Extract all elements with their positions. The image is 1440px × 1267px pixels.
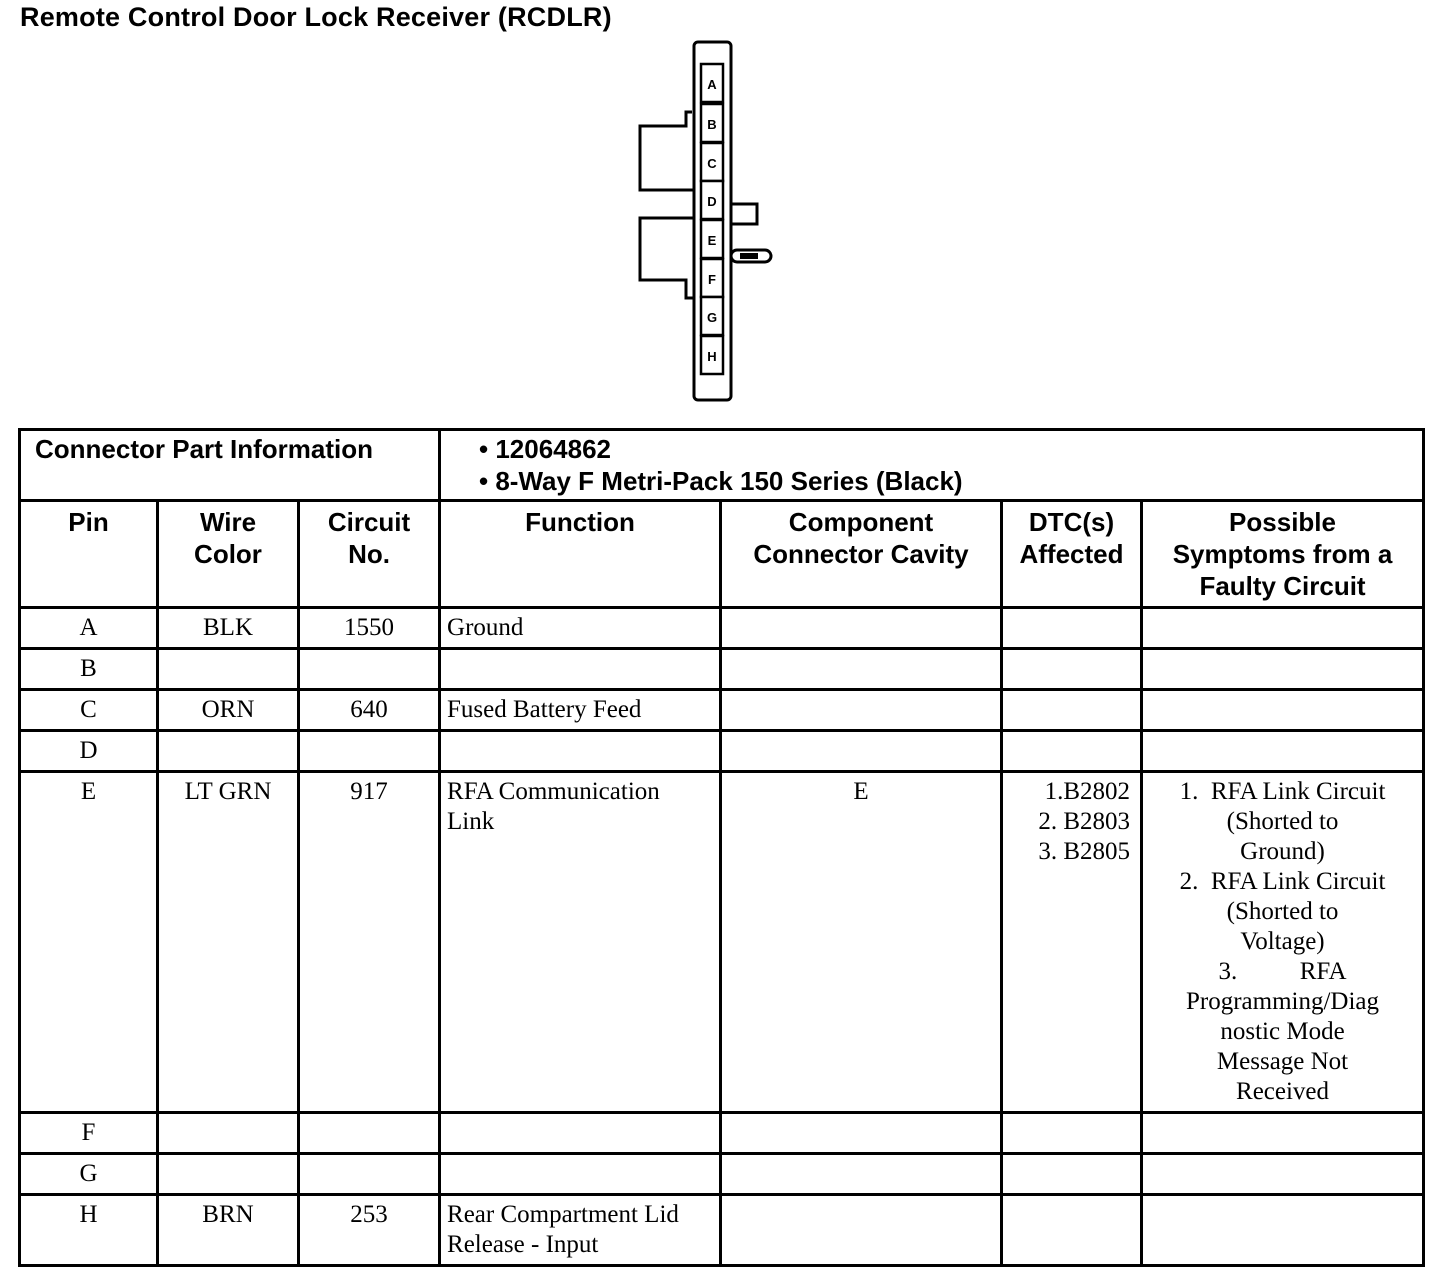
component-cavity-cell: [721, 608, 1002, 649]
circuit-cell: [299, 772, 440, 1113]
component-cavity-cell: [721, 1113, 1002, 1154]
dtc-code: 3. B2805: [1038, 838, 1131, 865]
connector-diagram: [0, 0, 1440, 420]
symptom-line: Programming/Diag: [1186, 988, 1380, 1015]
table-row: [20, 772, 1424, 1113]
table-row: [20, 690, 1424, 731]
connector-cavity-label: A: [707, 77, 717, 92]
function-cell: [440, 1154, 721, 1195]
function-text: Ground: [447, 614, 524, 641]
circuit-cell: [299, 731, 440, 772]
wire-color-value: LT GRN: [184, 778, 272, 805]
dtc-cell: [1002, 1113, 1142, 1154]
function-text: Release - Input: [447, 1231, 599, 1258]
wire-color-cell: [158, 608, 299, 649]
connector-cavity-label: C: [707, 156, 717, 171]
pin-letter: E: [80, 778, 97, 805]
header-circuit-no: Circuit No.: [299, 501, 440, 608]
circuit-number: 253: [350, 1201, 388, 1228]
wire-color-cell: [158, 1154, 299, 1195]
pin-letter: H: [79, 1201, 98, 1228]
connector-cavity-label: E: [707, 233, 717, 248]
symptoms-cell: [1142, 1195, 1424, 1266]
pin-letter: C: [80, 696, 97, 723]
function-text: Link: [447, 808, 495, 835]
symptom-line: 2. RFA Link Circuit: [1179, 868, 1386, 895]
pin-letter: G: [79, 1160, 98, 1187]
pin-letter: F: [81, 1119, 96, 1146]
circuit-cell: [299, 1195, 440, 1266]
circuit-number: 1550: [344, 614, 394, 641]
table-row: [20, 731, 1424, 772]
pin-cell: [20, 1154, 158, 1195]
symptoms-cell: [1142, 649, 1424, 690]
wire-color-value: BRN: [202, 1201, 254, 1228]
connector-latch-upper: [640, 112, 694, 190]
wire-color-value: ORN: [201, 696, 255, 723]
connector-cavity-label: D: [707, 194, 717, 209]
function-cell: [440, 731, 721, 772]
dtc-cell: [1002, 772, 1142, 1113]
circuit-cell: [299, 649, 440, 690]
table-row: [20, 1154, 1424, 1195]
component-cavity-cell: [721, 1195, 1002, 1266]
symptoms-cell: [1142, 731, 1424, 772]
dtc-cell: [1002, 731, 1142, 772]
circuit-cell: [299, 608, 440, 649]
symptom-line: 3. RFA: [1218, 958, 1347, 985]
symptoms-cell: [1142, 1154, 1424, 1195]
symptom-line: (Shorted to: [1226, 898, 1339, 925]
circuit-cell: [299, 1113, 440, 1154]
connector-pin-table: [18, 428, 1425, 1267]
wire-color-cell: [158, 649, 299, 690]
component-cavity-value: E: [853, 778, 869, 805]
header-row: [20, 501, 1424, 608]
header-wire-color: Wire Color: [158, 501, 299, 608]
symptoms-cell: [1142, 772, 1424, 1113]
symptoms-cell: [1142, 1113, 1424, 1154]
part-info-row: [20, 430, 1424, 501]
wire-color-cell: [158, 731, 299, 772]
symptom-line: (Shorted to: [1226, 808, 1339, 835]
function-cell: [440, 772, 721, 1113]
part-info-values: [440, 430, 1424, 501]
wire-color-cell: [158, 1195, 299, 1266]
pin-cell: [20, 731, 158, 772]
symptom-line: Voltage): [1240, 928, 1325, 955]
pin-cell: [20, 690, 158, 731]
connector-cavity-label: B: [707, 117, 717, 132]
dtc-cell: [1002, 1195, 1142, 1266]
wire-color-cell: [158, 690, 299, 731]
table-row: [20, 608, 1424, 649]
symptom-line: nostic Mode: [1220, 1018, 1345, 1045]
part-info-label: Connector Part Information: [20, 430, 440, 501]
circuit-number: 640: [350, 696, 388, 723]
dtc-code: 1.B2802: [1044, 778, 1131, 805]
dtc-cell: [1002, 690, 1142, 731]
pin-letter: A: [79, 614, 98, 641]
wire-color-value: BLK: [203, 614, 253, 641]
component-cavity-cell: [721, 731, 1002, 772]
connector-cavity-label: F: [708, 272, 716, 287]
symptom-line: Message Not: [1216, 1048, 1349, 1075]
header-dtcs: DTC(s) Affected: [1002, 501, 1142, 608]
component-cavity-cell: [721, 649, 1002, 690]
dtc-cell: [1002, 608, 1142, 649]
header-component-cavity: Component Connector Cavity: [721, 501, 1002, 608]
dtc-cell: [1002, 649, 1142, 690]
connector-cavity-label: H: [707, 349, 717, 364]
symptoms-cell: [1142, 608, 1424, 649]
header-pin: Pin: [20, 501, 158, 608]
pin-cell: [20, 649, 158, 690]
pin-letter: B: [80, 655, 97, 682]
connector-cavity-label: G: [706, 310, 718, 325]
symptoms-cell: [1142, 690, 1424, 731]
pin-letter: D: [79, 737, 98, 764]
connector-series: • 8-Way F Metri-Pack 150 Series (Black): [479, 466, 963, 496]
function-text: Fused Battery Feed: [447, 696, 642, 723]
function-cell: [440, 1113, 721, 1154]
function-cell: [440, 649, 721, 690]
connector-tab: [731, 204, 757, 224]
part-number: • 12064862: [479, 434, 612, 464]
table-row: [20, 649, 1424, 690]
pin-cell: [20, 608, 158, 649]
function-cell: [440, 690, 721, 731]
pin-cell: [20, 1195, 158, 1266]
function-text: RFA Communication: [447, 778, 660, 805]
table-row: [20, 1113, 1424, 1154]
circuit-cell: [299, 690, 440, 731]
symptom-line: 1. RFA Link Circuit: [1179, 778, 1386, 805]
component-cavity-cell: [721, 1154, 1002, 1195]
pin-cell: [20, 772, 158, 1113]
symptom-line: Received: [1236, 1078, 1330, 1105]
circuit-number: 917: [350, 778, 388, 805]
function-text: Rear Compartment Lid: [447, 1201, 679, 1228]
header-function: Function: [440, 501, 721, 608]
dtc-code: 2. B2803: [1038, 808, 1131, 835]
dtc-cell: [1002, 1154, 1142, 1195]
page-title: Remote Control Door Lock Receiver (RCDLR): [20, 2, 612, 32]
table-row: [20, 1195, 1424, 1266]
component-cavity-cell: [721, 690, 1002, 731]
component-cavity-cell: [721, 772, 1002, 1113]
wire-color-cell: [158, 1113, 299, 1154]
symptom-line: Ground): [1240, 838, 1325, 865]
connector-latch-lower: [640, 218, 694, 298]
pin-cell: [20, 1113, 158, 1154]
header-symptoms: Possible Symptoms from a Faulty Circuit: [1142, 501, 1424, 608]
circuit-cell: [299, 1154, 440, 1195]
function-cell: [440, 1195, 721, 1266]
function-cell: [440, 608, 721, 649]
wire-color-cell: [158, 772, 299, 1113]
